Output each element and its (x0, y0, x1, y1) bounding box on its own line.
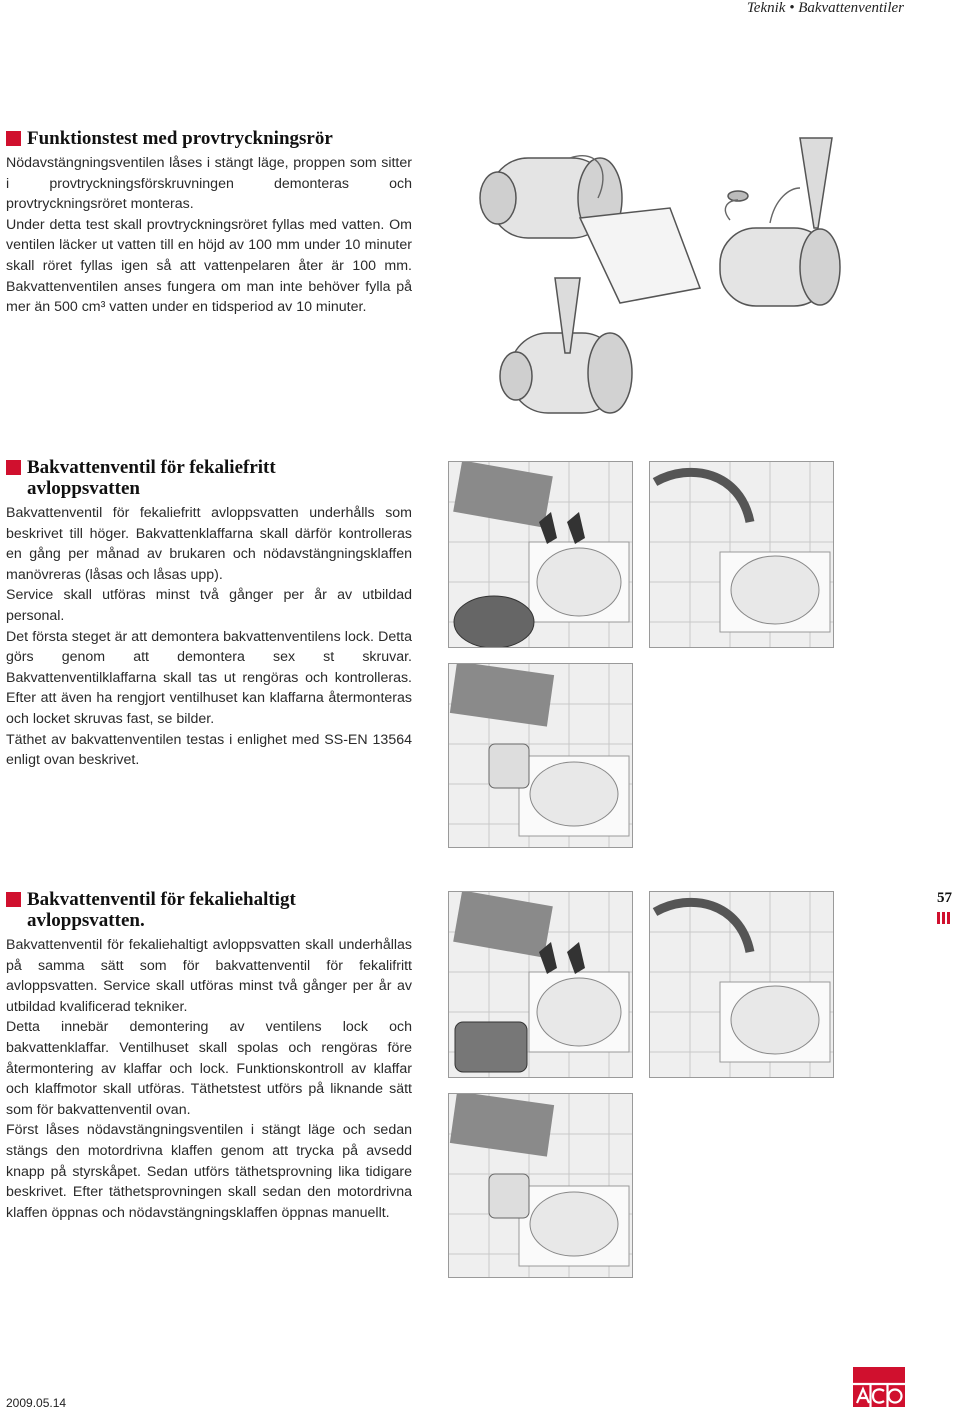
page-number: 57 (937, 890, 952, 906)
publication-date: 2009.05.14 (6, 1396, 67, 1410)
paragraph: Först låses nödavstängningsventilen i stängt läge och sedan stängs den motordrivna klaffen genom att trycka på avsedd knapp på styrskåpet. Sedan utförs täthetsprovning lika tidigare beskrivet. Efter täthetsprovningen skall sedan den motordrivna klaffen öppnas och nödavstängningsklaffen öppnas manuellt. (6, 1122, 412, 1221)
running-head: Teknik • Bakvattenventiler (746, 0, 904, 16)
page-marker-bars (937, 911, 952, 923)
heading-line: Bakvattenventil för fekaliehaltigt (27, 889, 296, 910)
section-body (6, 503, 412, 771)
section-heading (6, 128, 412, 149)
motor-valve-leak-test-illustration (448, 1093, 633, 1278)
paragraph: Service skall utföras minst två gånger per år av utbildad personal. (6, 587, 412, 624)
heading-line: Bakvattenventil för fekaliefritt (27, 457, 276, 478)
section-heading (6, 889, 412, 931)
paragraph: Bakvattenventil för fekaliehaltigt avloppsvatten skall underhållas på samma sätt som för bakvattenventil för fekalifritt avloppsvatten. Service skall utföras minst två gånger per år av utbildad kvalificerad tekniker. (6, 937, 412, 1015)
section-body (6, 935, 412, 1223)
red-square-bullet-icon (6, 131, 21, 146)
paragraph: Bakvattenventil för fekaliefritt avloppsvatten underhålls som beskrivet till höger. Bakvattenklaffarna skall därför kontrolleras en gång per månad av brukaren och nödavstängningsklaffen manövreras (låsas och låsas upp). (6, 505, 412, 583)
section-fecal-free-valve (6, 457, 412, 771)
section-body (6, 153, 412, 318)
flushing-illustration (649, 461, 834, 648)
red-square-bullet-icon (6, 460, 21, 475)
cover-removal-illustration (448, 461, 633, 648)
pressure-test-illustration (470, 128, 850, 428)
paragraph: Under detta test skall provtryckningsröret fyllas med vatten. Om ventilen läcker ut vatten till en höjd av 100 mm under 10 minuter skall röret fyllas igen så att vattenpelaren åter är 100 mm. Bakvattenventilen anses fungera om man inte behöver fylla på mer än 500 cm³ vatten under en tidsperiod av 10 minuter. (6, 216, 412, 316)
section-fecal-valve (6, 889, 412, 1223)
section-pressure-test (6, 128, 412, 318)
leak-test-illustration (448, 663, 633, 848)
heading-line: avloppsvatten (27, 478, 140, 499)
section-heading (6, 457, 412, 499)
heading-text: Funktionstest med provtryckningsrör (27, 128, 333, 149)
motor-valve-cover-illustration (448, 891, 633, 1078)
company-logo (853, 1367, 905, 1407)
paragraph: Det första steget är att demontera bakvattenventilens lock. Detta görs genom att demontera sex st skruvar. Bakvattenventilklaffarna skall tas ut rengöras och kontrolleras. Efter att även ha rengjort ventilhuset kan klaffarna återmonteras och locket skruvas fast, se bilder. (6, 628, 412, 727)
paragraph: Nödavstängningsventilen låses i stängt läge, proppen som sitter i provtryckningsförskruvningen demonteras och provtryckningsröret monteras. (6, 155, 412, 213)
paragraph: Detta innebär demontering av ventilens lock och bakvattenklaffar. Ventilhuset skall spolas och rengöras före återmontering av klaffar och lock. Funktionskontroll av klaffar och klaffmotor skall utföras. Täthetstest utförs på liknande sätt som för bakvattenventil ovan. (6, 1019, 412, 1118)
heading-line: avloppsvatten. (27, 910, 145, 931)
red-square-bullet-icon (6, 892, 21, 907)
motor-valve-flushing-illustration (649, 891, 834, 1078)
paragraph: Täthet av bakvattenventilen testas i enlighet med SS-EN 13564 enligt ovan beskrivet. (6, 731, 412, 769)
